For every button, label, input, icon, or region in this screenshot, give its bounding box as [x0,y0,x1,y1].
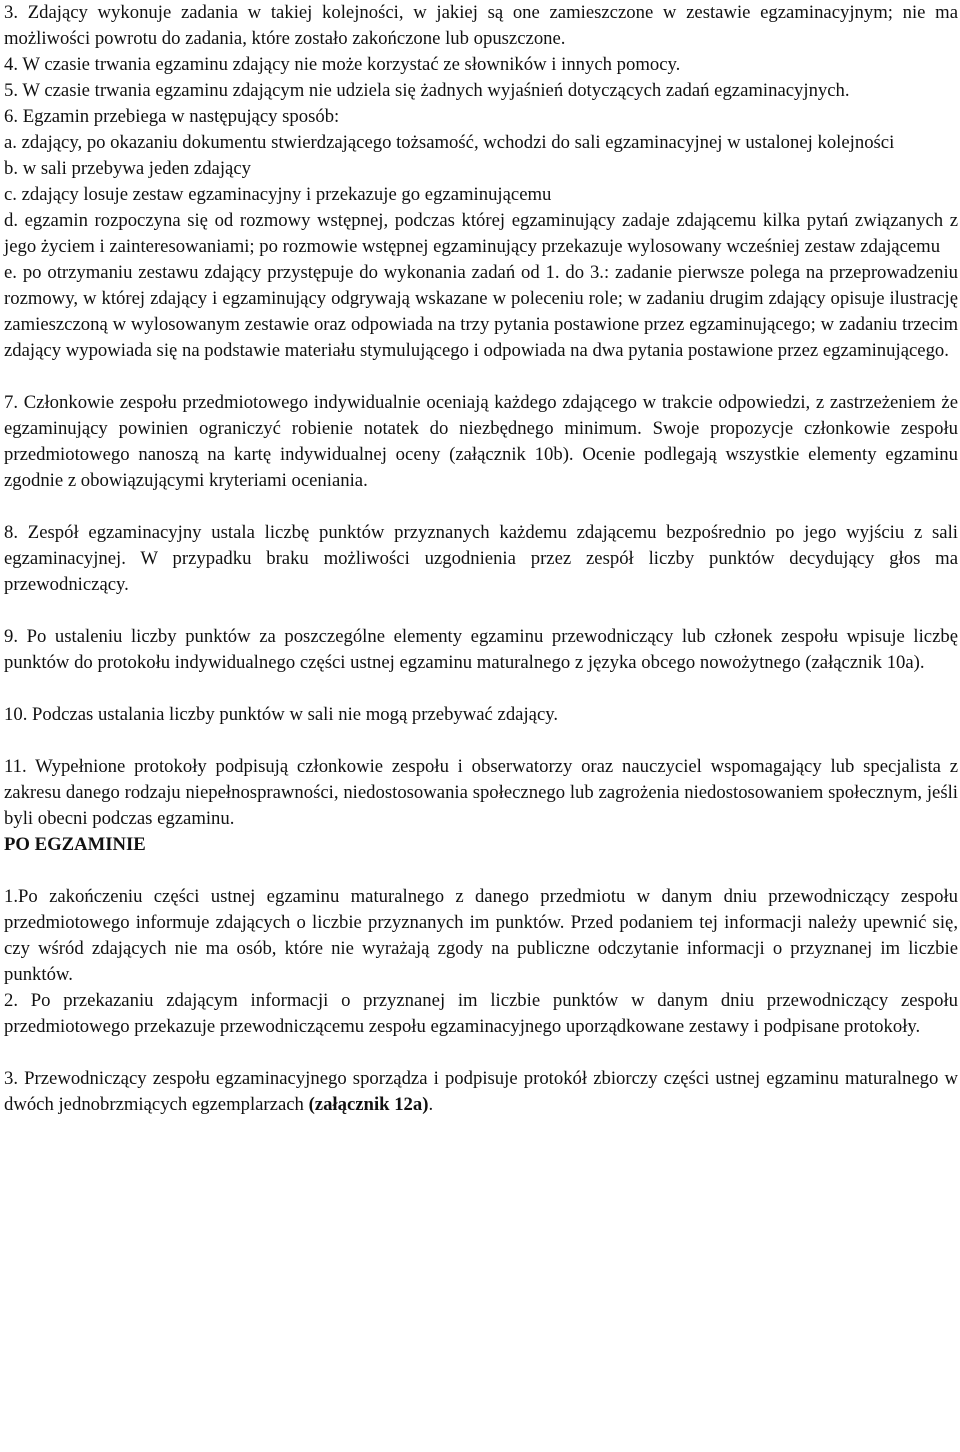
after-exam-item-3 [4,1066,958,1118]
paragraph-item-9: 9. Po ustaleniu liczby punktów za poszczególne elementy egzaminu przewodniczący lub członek zespołu wpisuje liczbę punktów do protokołu indywidualnego części ustnej egzaminu maturalnego z języka obcego nowożytnego (załącznik 10a). [4,626,958,673]
paragraph-item-8: 8. Zespół egzaminacyjny ustala liczbę punktów przyznanych każdemu zdającemu bezpośrednio po jego wyjściu z sali egzaminacyjnej. W przypadku braku możliwości uzgodnienia przez zespół liczby punktów decydujący głos ma przewodniczący. [4,522,958,595]
list-item-6c: c. zdający losuje zestaw egzaminacyjny i przekazuje go egzaminującemu [4,184,552,205]
paragraph-item-3: 3. Zdający wykonuje zadania w takiej kolejności, w jakiej są one zamieszczone w zestawie egzaminacyjnym; nie ma możliwości powrotu do zadania, które zostało zakończone lub opuszczone. [4,2,958,49]
after-exam-item-3-text: 3. Przewodniczący zespołu egzaminacyjnego sporządza i podpisuje protokół zbiorczy części ustnej egzaminu maturalnego w dwóch jednobrzmiących egzemplarzach [4,1068,958,1115]
list-item-6a: a. zdający, po okazaniu dokumentu stwierdzającego tożsamość, wchodzi do sali egzaminacyjnej w ustalonej kolejności [4,132,895,153]
list-item-6d: d. egzamin rozpoczyna się od rozmowy wstępnej, podczas której egzaminujący zadaje zdającemu kilka pytań związanych z jego życiem i zainteresowaniami; po rozmowie wstępnej egzaminujący przekazuje wylosowany wcześniej zestaw zdającemu [4,210,958,257]
paragraph-item-6: 6. Egzamin przebiega w następujący sposób: [4,106,340,127]
list-item-6b: b. w sali przebywa jeden zdający [4,158,251,179]
paragraph-item-4: 4. W czasie trwania egzaminu zdający nie może korzystać ze słowników i innych pomocy. [4,54,681,75]
paragraph-item-11: 11. Wypełnione protokoły podpisują członkowie zespołu i obserwatorzy oraz nauczyciel wspomagający lub specjalista z zakresu danego rodzaju niepełnosprawności, niedostosowania społecznego lub zagrożenia niedostosowaniem społecznym, jeśli byli obecni podczas egzaminu. [4,756,958,829]
paragraph-item-5: 5. W czasie trwania egzaminu zdającym nie udziela się żadnych wyjaśnień dotyczących zadań egzaminacyjnych. [4,80,850,101]
document-page [4,0,958,1118]
after-exam-item-2: 2. Po przekazaniu zdającym informacji o przyznanej im liczbie punktów w danym dniu przewodniczący zespołu przedmiotowego przekazuje przewodniczącemu zespołu egzaminacyjnego uporządkowane zestawy i podpisane protokoły. [4,990,958,1037]
paragraph-item-7: 7. Członkowie zespołu przedmiotowego indywidualnie oceniają każdego zdającego w trakcie odpowiedzi, z zastrzeżeniem że egzaminujący powinien ograniczyć robienie notatek do niezbędnego minimum. Swoje propozycje członkowie zespołu przedmiotowego nanoszą na kartę indywidualnej oceny (załącznik 10b). Ocenie podlegają wszystkie elementy egzaminu zgodnie z obowiązującymi kryteriami oceniania. [4,392,958,491]
after-exam-item-1: 1.Po zakończeniu części ustnej egzaminu maturalnego z danego przedmiotu w danym dniu przewodniczący zespołu przedmiotowego informuje zdających o liczbie przyznanych im punktów. Przed podaniem tej informacji należy upewnić się, czy wśród zdających nie ma osób, które nie wyrażają zgody na publiczne odczytanie informacji o przyznanej im liczbie punktów. [4,886,958,985]
sentence-end: . [428,1094,434,1115]
attachment-reference: (załącznik 12a) [308,1094,429,1115]
list-item-6e: e. po otrzymaniu zestawu zdający przystępuje do wykonania zadań od 1. do 3.: zadanie pierwsze polega na przeprowadzeniu rozmowy, w której zdający i egzaminujący odgrywają wskazane w poleceniu role; w zadaniu drugim zdający opisuje ilustrację zamieszczoną w wylosowanym zestawie oraz odpowiada na trzy pytania postawione przez egzaminującego; w zadaniu trzecim zdający wypowiada się na podstawie materiału stymulującego i odpowiada na dwa pytania postawione przez egzaminującego. [4,262,958,361]
paragraph-item-10: 10. Podczas ustalania liczby punktów w sali nie mogą przebywać zdający. [4,704,559,725]
section-heading: PO EGZAMINIE [4,834,146,855]
